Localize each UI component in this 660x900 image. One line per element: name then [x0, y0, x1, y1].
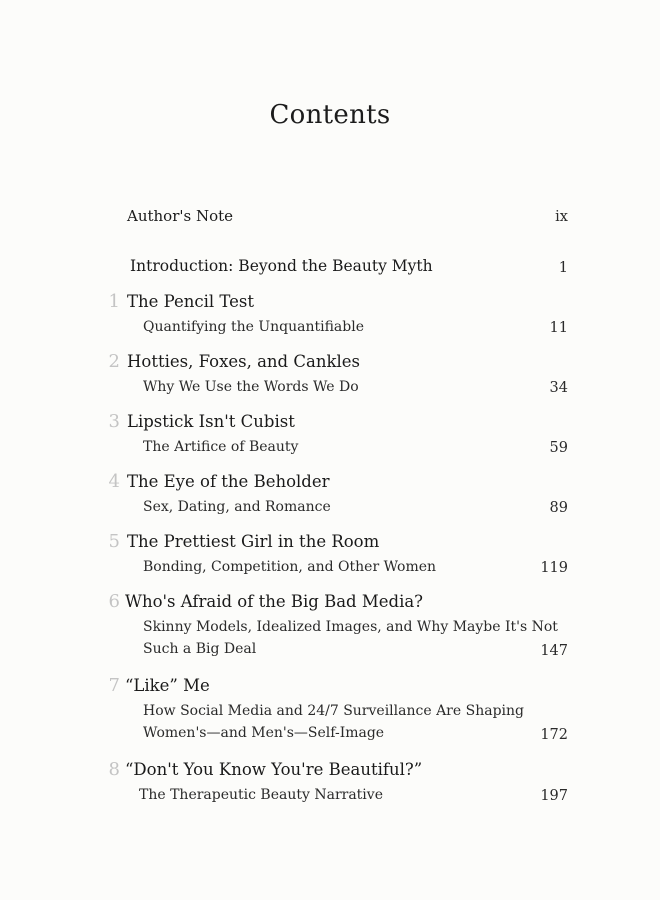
- chapter-title: Who's Afraid of the Big Bad Media?: [125, 592, 424, 611]
- chapter-title: “Don't You Know You're Beautiful?”: [125, 760, 423, 779]
- chapter-subtitle: The Therapeutic Beauty Narrative: [139, 787, 383, 803]
- chapter-number: 1: [108, 291, 120, 312]
- chapter-number: 7: [108, 675, 120, 696]
- chapter-page: 147: [540, 643, 568, 659]
- chapter-number: 2: [108, 351, 120, 372]
- chapter-number: 3: [108, 411, 120, 432]
- chapter-title: The Prettiest Girl in the Room: [127, 532, 380, 551]
- chapter-number: 8: [108, 759, 120, 780]
- chapter-subtitle: The Artifice of Beauty: [143, 439, 299, 455]
- chapter-page: 119: [540, 560, 568, 576]
- chapter-number: 6: [108, 591, 120, 612]
- chapter-subtitle: Sex, Dating, and Romance: [143, 499, 331, 515]
- chapter-page: 197: [540, 788, 568, 804]
- toc-entry-page: ix: [555, 209, 568, 225]
- chapter-number: 4: [108, 471, 120, 492]
- chapter-subtitle: Why We Use the Words We Do: [143, 379, 359, 395]
- chapter-subtitle: Bonding, Competition, and Other Women: [143, 559, 437, 575]
- toc-entry-page: 1: [558, 260, 568, 276]
- chapter-subtitle: Quantifying the Unquantifiable: [143, 319, 365, 335]
- chapter-title: “Like” Me: [125, 676, 210, 695]
- toc-entry-title: Introduction: Beyond the Beauty Myth: [130, 257, 433, 275]
- chapter-page: 59: [549, 440, 568, 456]
- toc-entry-title: Author's Note: [127, 207, 234, 225]
- chapter-page: 34: [549, 380, 568, 396]
- chapter-subtitle: Such a Big Deal: [143, 641, 257, 657]
- page-title: Contents: [269, 100, 391, 130]
- chapter-title: Lipstick Isn't Cubist: [127, 412, 295, 431]
- chapter-number: 5: [108, 531, 120, 552]
- chapter-page: 11: [549, 320, 568, 336]
- chapter-subtitle: Skinny Models, Idealized Images, and Why Maybe It's Not: [143, 619, 558, 635]
- chapter-subtitle: Women's—and Men's—Self-Image: [143, 725, 385, 741]
- chapter-title: Hotties, Foxes, and Cankles: [127, 352, 360, 371]
- chapter-title: The Pencil Test: [127, 292, 255, 311]
- chapter-title: The Eye of the Beholder: [127, 472, 330, 491]
- chapter-page: 172: [540, 727, 568, 743]
- chapter-page: 89: [549, 500, 568, 516]
- chapter-subtitle: How Social Media and 24/7 Surveillance Are Shaping: [143, 703, 524, 719]
